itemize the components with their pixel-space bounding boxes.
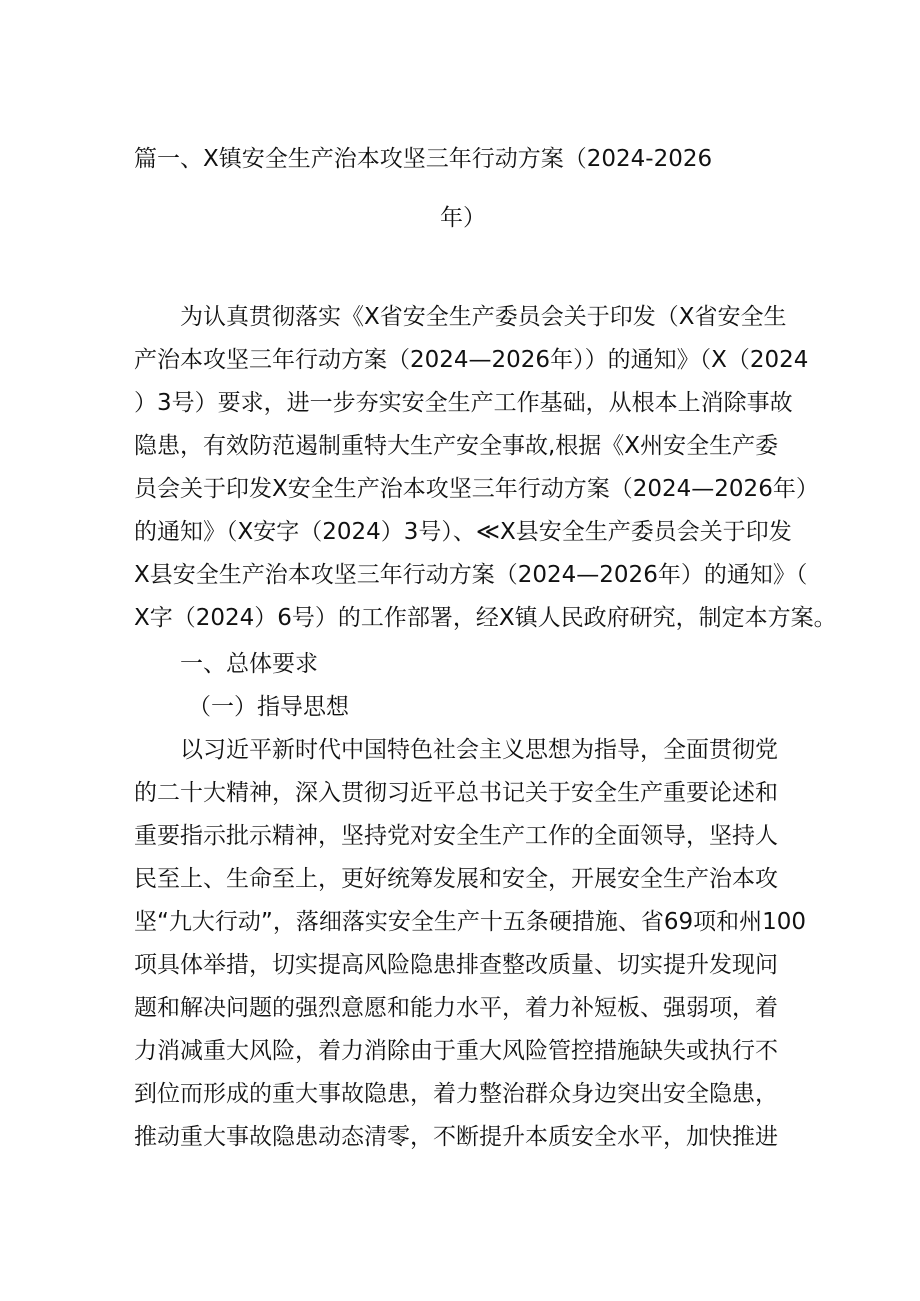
guiding-thought-paragraph <box>134 729 806 1159</box>
paragraph-line: ）3号）要求，进一步夯实安全生产工作基础，从根本上消除事故 <box>134 390 793 416</box>
paragraph-line: 以习近平新时代中国特色社会主义思想为指导，全面贯彻党 <box>180 737 778 763</box>
paragraph-line: 隐患，有效防范遏制重特大生产安全事故,根据《X州安全生产委 <box>134 433 779 459</box>
paragraph-line: 项具体举措，切实提高风险隐患排查整改质量、切实提升发现问 <box>134 952 778 978</box>
paragraph-line: 到位而形成的重大事故隐患，着力整治群众身边突出安全隐患， <box>134 1081 778 1107</box>
paragraph-line: 为认真贯彻落实《X省安全生产委员会关于印发（X省安全生 <box>180 304 787 330</box>
paragraph-line: 的二十大精神，深入贯彻习近平总书记关于安全生产重要论述和 <box>134 780 778 806</box>
paragraph-line: X字（2024）6号）的工作部署，经X镇人民政府研究，制定本方案。 <box>134 605 837 631</box>
paragraph-line: 产治本攻坚三年行动方案（2024—2026年））的通知》（X（2024 <box>134 347 809 373</box>
paragraph-line: 坚“九大行动”，落细落实安全生产十五条硬措施、省69项和州100 <box>134 909 806 935</box>
paragraph-line: 重要指示批示精神，坚持党对安全生产工作的全面领导，坚持人 <box>134 823 778 849</box>
paragraph-line: 题和解决问题的强烈意愿和能力水平，着力补短板、强弱项，着 <box>134 995 778 1021</box>
paragraph-line: 员会关于印发X安全生产治本攻坚三年行动方案（2024—2026年） <box>134 476 819 502</box>
section-heading: 一、总体要求 <box>180 651 318 677</box>
subsection-heading: （一）指导思想 <box>188 694 349 720</box>
document-title: 篇一、X镇安全生产治本攻坚三年行动方案（2024-2026 <box>134 146 713 172</box>
intro-paragraph <box>134 296 837 640</box>
paragraph-line: 推动重大事故隐患动态清零，不断提升本质安全水平，加快推进 <box>134 1124 778 1150</box>
document-title-continued: 年） <box>440 205 486 231</box>
paragraph-line: 民至上、生命至上，更好统筹发展和安全，开展安全生产治本攻 <box>134 866 778 892</box>
paragraph-line: X县安全生产治本攻坚三年行动方案（2024—2026年）的通知》（ <box>134 562 808 588</box>
paragraph-line: 力消减重大风险，着力消除由于重大风险管控措施缺失或执行不 <box>134 1038 778 1064</box>
paragraph-line: 的通知》（X安字（2024）3号）、≪X县安全生产委员会关于印发 <box>134 519 792 545</box>
